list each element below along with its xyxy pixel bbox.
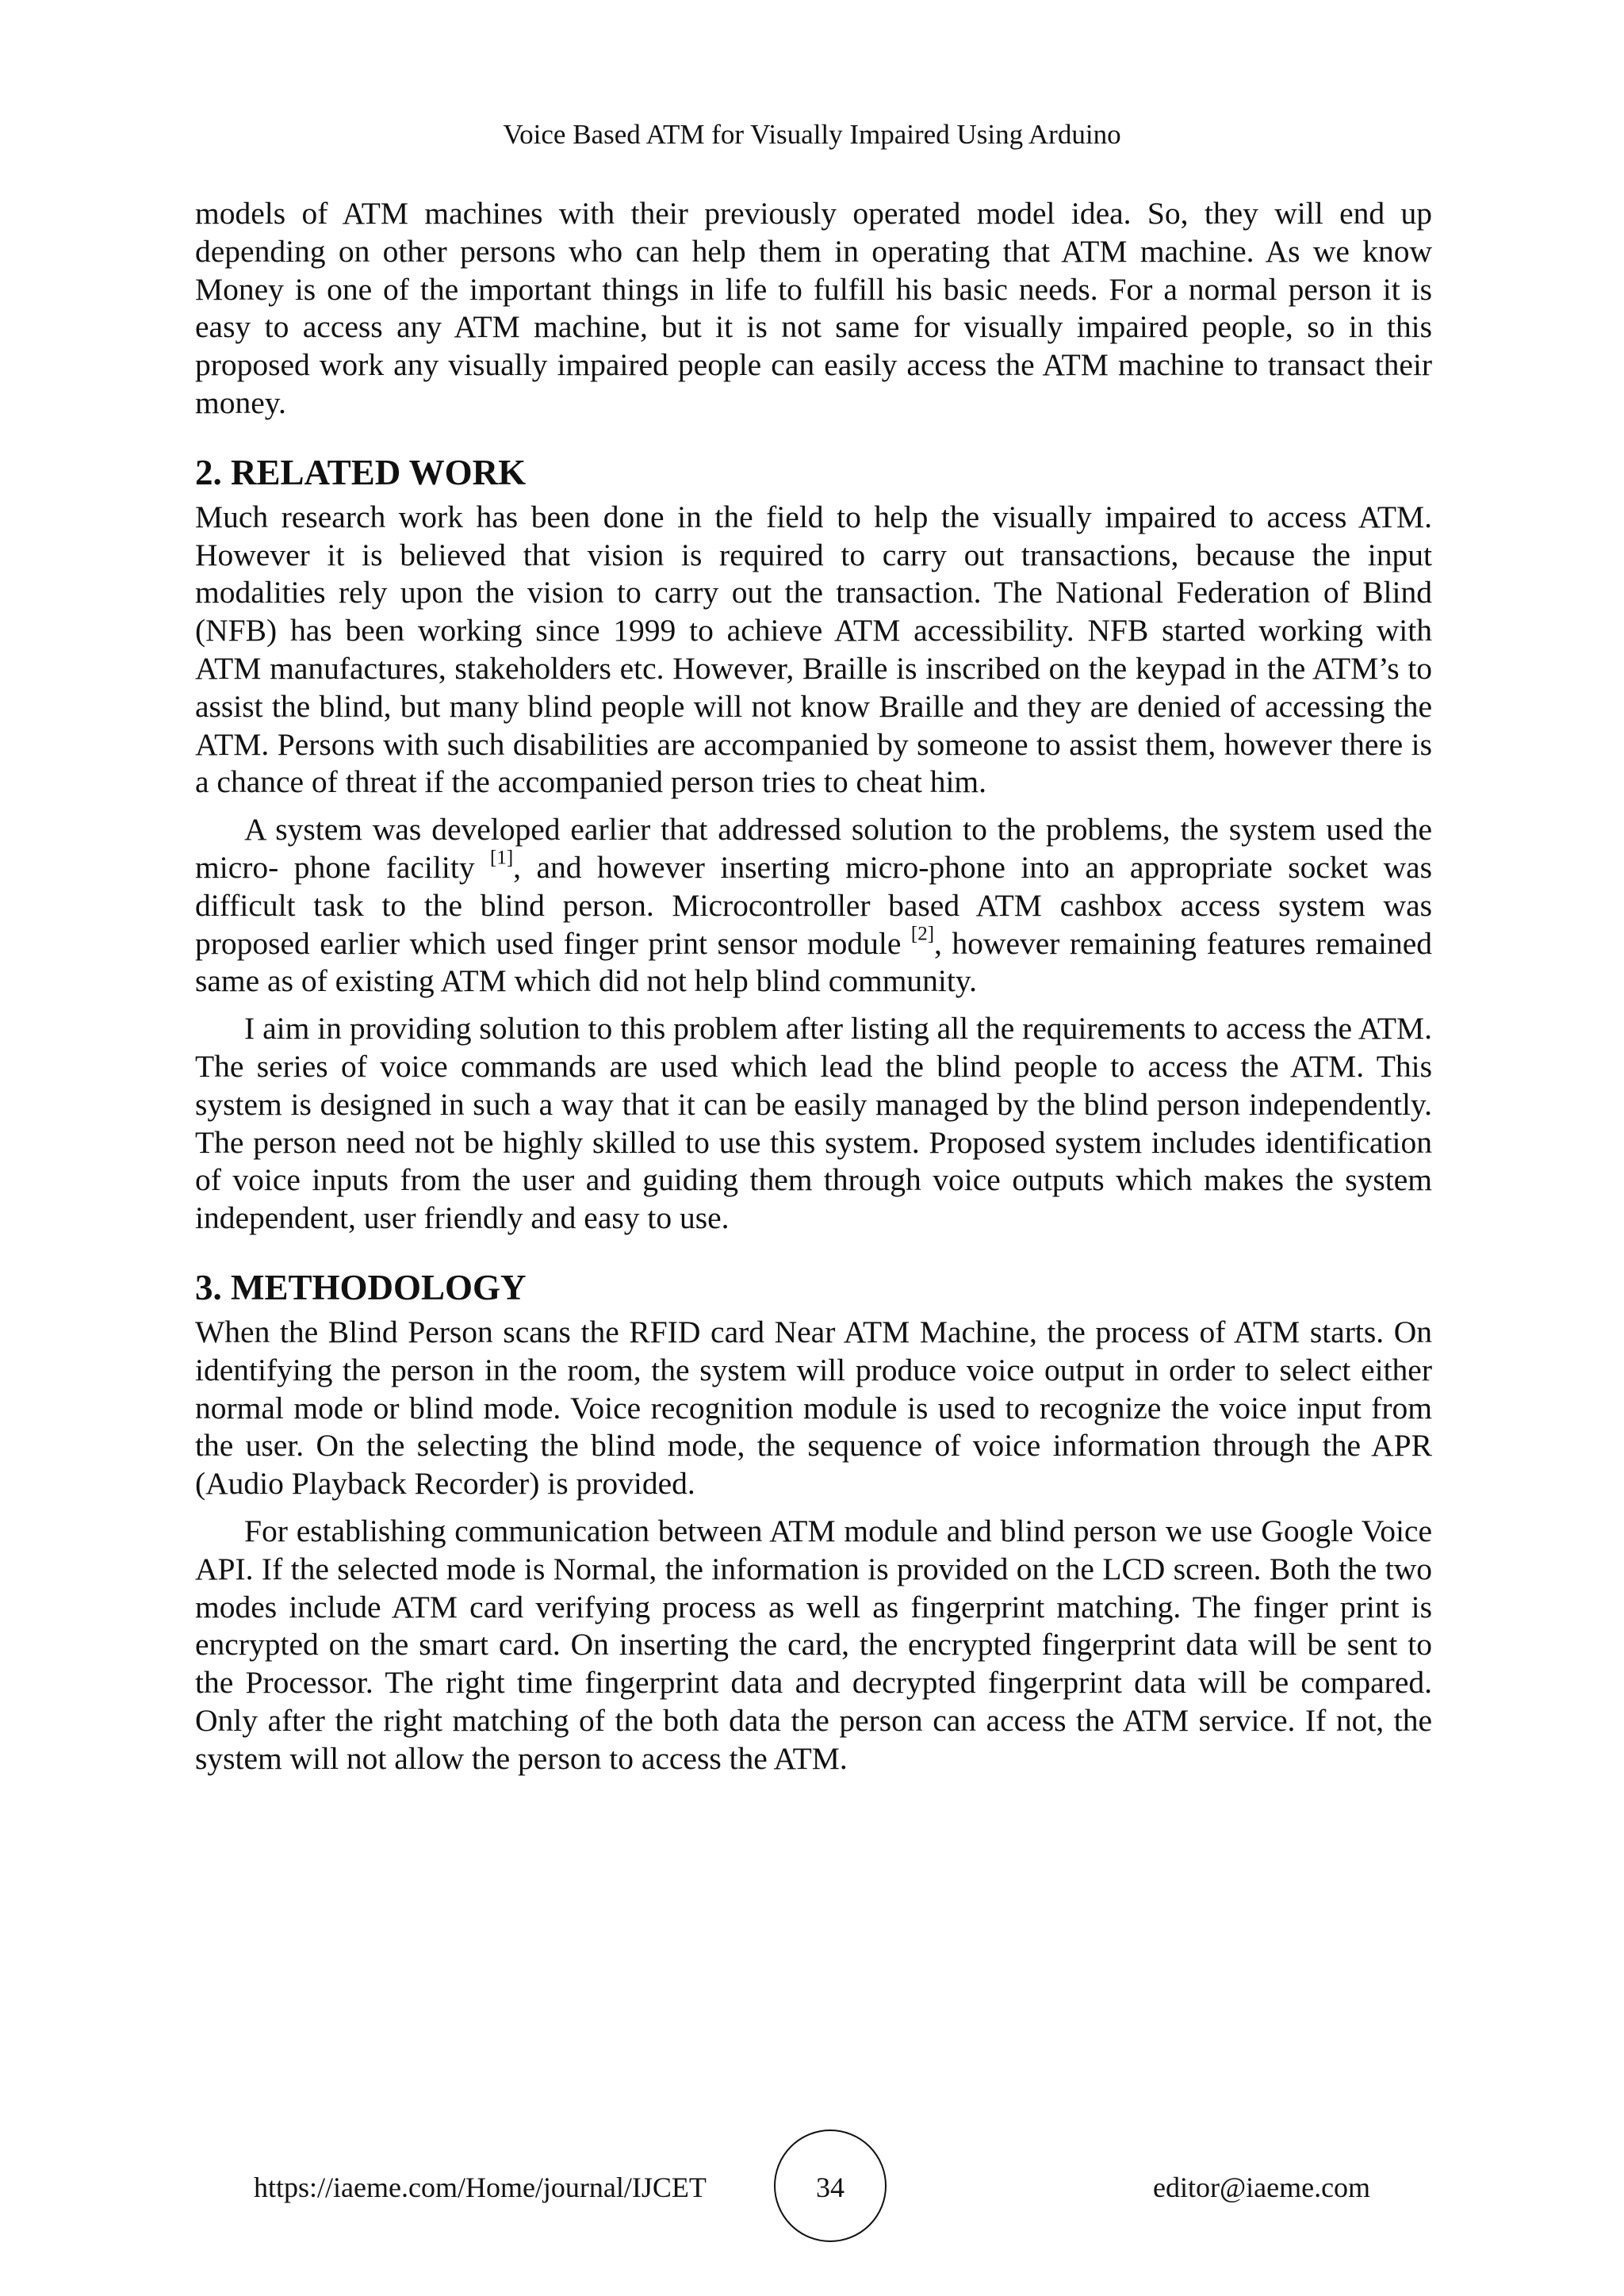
related-work-paragraph-2-text-a: A system was developed earlier that addressed solution to the problems, the system used the micro- phone facility [195,812,1432,885]
related-work-paragraph-2-text-c: , however remaining features remained same as of existing ATM which did not help blind community. [195,925,1432,999]
methodology-paragraph-2: For establishing communication between ATM module and blind person we use Google Voice API. If the selected mode is Normal, the information is provided on the LCD screen. Both the two modes include ATM card verifying process as well as fingerprint matching. The finger print is encrypted on the smart card. On inserting the card, the encrypted fingerprint data will be sent to the Processor. The right time fingerprint data and decrypted fingerprint data will be compared. Only after the right matching of the both data the person can access the ATM service. If not, the system will not allow the person to access the ATM. [195,1513,1432,1776]
intro-paragraph: models of ATM machines with their previously operated model idea. So, they will end up depending on other persons who can help them in operating that ATM machine. As we know Money is one of the important things in life to fulfill his basic needs. For a normal person it is easy to access any ATM machine, but it is not same for visually impaired people, so in this proposed work any visually impaired people can easily access the ATM machine to transact their money. [195,196,1432,420]
page-body [195,195,1432,1777]
running-header: Voice Based ATM for Visually Impaired Using Arduino [503,119,1121,150]
related-work-paragraph-2-text-b: , and however inserting micro-phone into an appropriate socket was difficult task to the blind person. Microcontroller based ATM cashbox access system was proposed earlier which used finger print sensor module [195,849,1433,961]
related-work-paragraph-1: Much research work has been done in the field to help the visually impaired to access ATM. However it is believed that vision is required to carry out transactions, because the input modalities rely upon the vision to carry out the transaction. The National Federation of Blind (NFB) has been working since 1999 to achieve ATM accessibility. NFB started working with ATM manufactures, stakeholders etc. However, Braille is inscribed on the keypad in the ATM’s to assist the blind, but many blind people will not know Braille and they are denied of accessing the ATM. Persons with such disabilities are accompanied by someone to assist them, however there is a chance of threat if the accompanied person tries to cheat him. [195,499,1432,800]
citation-ref-2: [2] [910,923,935,945]
footer-journal-link[interactable]: https://iaeme.com/Home/journal/IJCET [254,2172,707,2203]
related-work-paragraph-3: I aim in providing solution to this problem after listing all the requirements to access the ATM. The series of voice commands are used which lead the blind people to access the ATM. This system is designed in such a way that it can be easily managed by the blind person independently. The person need not be highly skilled to use this system. Proposed system includes identification of voice inputs from the user and guiding them through voice outputs which makes the system independent, user friendly and easy to use. [195,1011,1432,1236]
page-number: 34 [816,2172,845,2203]
methodology-heading: 3. METHODOLOGY [195,1267,527,1307]
citation-ref-1: [1] [490,847,514,869]
related-work-paragraph-2 [195,811,1432,1001]
methodology-paragraph-1: When the Blind Person scans the RFID card Near ATM Machine, the process of ATM starts. On identifying the person in the room, the system will produce voice output in order to select either normal mode or blind mode. Voice recognition module is used to recognize the voice input from the user. On the selecting the blind mode, the sequence of voice information through the APR (Audio Playback Recorder) is provided. [195,1314,1432,1502]
related-work-heading: 2. RELATED WORK [195,452,527,492]
footer-email-link[interactable]: editor@iaeme.com [1153,2172,1371,2203]
